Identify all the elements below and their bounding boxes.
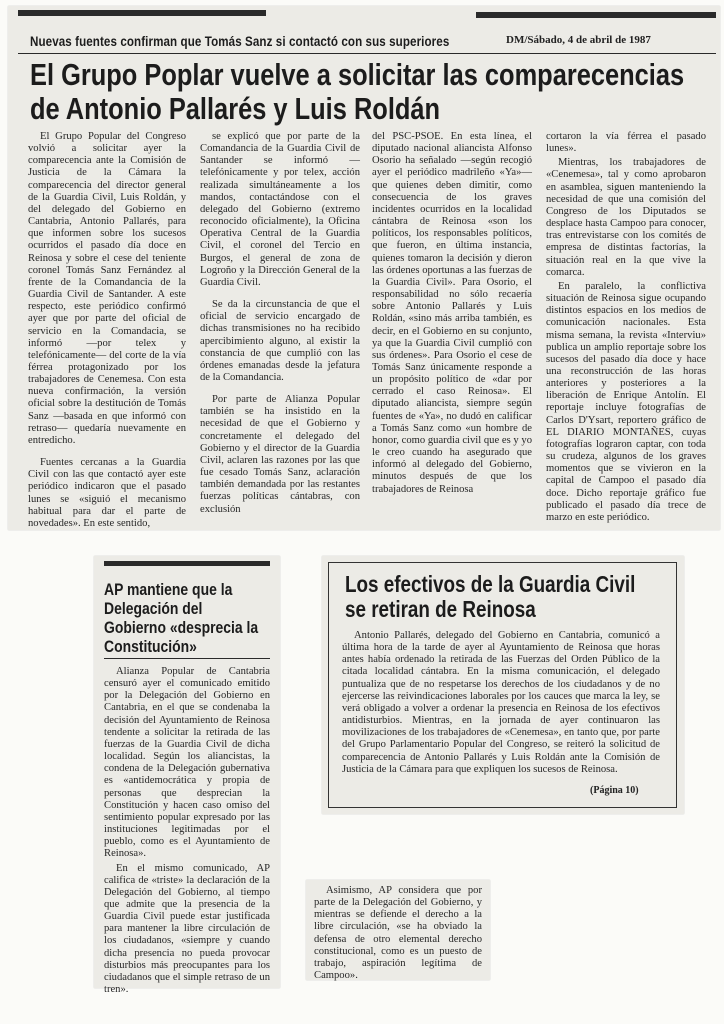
main-column-2 [200, 131, 360, 516]
main-kicker: Nuevas fuentes confirman que Tomás Sanz si contactó con sus superiores [30, 34, 450, 49]
main-col2-para-3: Por parte de Alianza Popular también se ha insistido en la necesidad de que el Gobierno y concretamente el delegado del Gobierno y el director de la Guardia Civil, aclaren las razones por las que fue cesado Tomás Sanz, aclaración también demandada por las restantes fuerzas políticas cántabras, con exclusión [200, 394, 360, 515]
gc-para-1: Antonio Pallarés, delegado del Gobierno en Cantabria, comunicó a última hora de la tarde de ayer al Ayuntamiento de Reinosa que horas antes había ordenado la retirada de las Fuerzas del Orden Público de la citada localidad cántabra. En la misma comunicación, el delegado puntualiza que de no respetarse los derechos de los ciudadanos y de no ejercerse las reivindicaciones laborales por los cauces que marca la ley, se verá obligado a volver a ordenar la presencia en Reinosa de los efectivos antidisturbios. Mientras, en la jornada de ayer continuaron las movilizaciones de los trabajadores de «Cenemesa», en tanto que, por parte del Grupo Parlamentario Popular del Congreso, se reiteró la solicitud de comparecencia de Antonio Pallarés y Luis Roldán ante la Comisión de Justicia de la Cámara para que expliquen los sucesos de Reinosa. [342, 630, 660, 775]
gc-page-reference: (Página 10) [590, 785, 639, 796]
ap-headline-line-4: Constitución» [104, 637, 197, 656]
gc-headline-line-1: Los efectivos de la Guardia Civil [345, 571, 636, 597]
main-column-1 [28, 131, 186, 530]
main-col2-para-2: Se da la circunstancia de que el oficial de servicio encargado de dichas transmisiones no ha recibido apercibimiento alguno, al existir la constancia de que cumplió con las órdenes emanadas desde la jefatura de la Comandancia. [200, 299, 360, 383]
gc-article-body [342, 630, 660, 776]
main-column-4 [546, 131, 706, 524]
main-col3-para-1: del PSC-PSOE. En esta línea, el diputado nacional aliancista Alfonso Osorio ha señalado —según recogió ayer el periódico madrileño «Ya»— que quienes deben dimitir, como consecuencia de los graves incidentes ocurridos en la localidad cántabra de Reinosa «son los políticos, los responsables políticos, que fueron, en última instancia, quienes tomaron la decisión y dieron las órdenes oportunas a las fuerzas de la Guardia Civil». Para Osorio, el responsabilidad no sólo recaería sobre Antonio Pallarés y Luis Roldán, «sino más arriba también, es decir, en el Gobierno en su conjunto, ya que la Guardia Civil cumplió con sus órdenes». Para Osorio el cese de Tomás Sanz únicamente responde a un propósito político de «dar por cerrado el caso Reinosa». El diputado aliancista, siempre según fuentes de «Ya», no dudó en calificar a Tomás Sanz como «un hombre de honor, como guardia civil que es y yo le creo cuando ha asegurado que informó al delegado del Gobierno, minutos después de que los trabajadores de Reinosa [372, 131, 532, 495]
ap-para-2: En el mismo comunicado, AP califica de «triste» la declaración de la Delegación del Gobierno, al tiempo que admite que la presencia de la Guardia Civil puede estar justificada para mantener la libre circulación de los ciudadanos, «siempre y cuando dicha presencia no pueda provocar disturbios más preocupantes para los ciudadanos que el simple retraso de un tren». [104, 862, 270, 996]
ap-continuation-body [314, 885, 482, 982]
ap-headline-line-2: Delegación del [104, 599, 203, 618]
main-col4-para-3: En paralelo, la conflictiva situación de Reinosa sigue ocupando distintos espacios en los medios de comunicación nacionales. Esta misma semana, la revista «Interviu» publica un amplio reportaje sobre los sucesos del pasado día doce y hace una reconstrucción de las horas anteriores y posteriores a la liberación de Enrique Antolín. El reportaje incluye fotografías de Carlos D'Ysart, reportero gráfico de EL DIARIO MONTAÑES, cuyas fotografías lograron captar, con toda su crudeza, algunos de los graves momentos que se vivieron en la capital de Campoo el pasado día doce. Dicho reportaje gráfico fue publicado el pasado día trece de marzo en este periódico. [546, 280, 706, 523]
ap-article-body [104, 666, 270, 996]
kicker-underline [18, 53, 716, 54]
ap-headline-underline [104, 658, 270, 659]
ap-headline-line-1: AP mantiene que la [104, 580, 233, 599]
ap-continuation-para: Asimismo, AP considera que por parte de la Delegación del Gobierno, y mientras se defiende el derecho a la libre circulación, «se ha obviado la defensa de otro elemental derecho constitucional, como es un puesto de trabajo, aspiración legítima de Campoo». [314, 885, 482, 982]
ap-top-rule [104, 561, 270, 566]
main-col2-para-1: se explicó que por parte de la Comandancia de la Guardia Civil de Santander se informó —telefónicamente y por telex, acción realizada simultáneamente a los mandos, contactándose con el delegado del Gobierno (extremo reconocido oficialmente), la Oficina Operativa Central de la Guardia Civil, el coronel del Tercio en Burgos, el general de zona de Logroño y la Dirección General de la Guardia Civil. [200, 131, 360, 288]
dateline: DM/Sábado, 4 de abril de 1987 [506, 34, 651, 46]
top-rule-left [18, 10, 266, 16]
main-col1-para-2: Fuentes cercanas a la Guardia Civil con las que contactó ayer este periódico indicaron que el pasado lunes se «siguió el mecanismo habitual para dar el parte de novedades». En este sentido, [28, 457, 186, 529]
main-col4-para-2: Mientras, los trabajadores de «Cenemesa», tal y como aprobaron en asamblea, siguen manteniendo la necesidad de que una comisión del Congreso de los Diputados se desplace hasta Campoo para conocer, tras entrevistarse con los comités de empresa de distintas factorías, la situación real en la que vive la comarca. [546, 157, 706, 278]
main-headline-line-1: El Grupo Poplar vuelve a solicitar las comparecencias [30, 57, 685, 92]
ap-headline-line-3: Gobierno «desprecia la [104, 618, 259, 637]
main-column-3 [372, 131, 532, 496]
top-rule-right [476, 12, 716, 18]
main-headline-line-2: de Antonio Pallarés y Luis Roldán [30, 91, 441, 126]
main-col4-para-1: cortaron la vía férrea el pasado lunes». [546, 131, 706, 155]
gc-headline-line-2: se retiran de Reinosa [345, 596, 536, 622]
ap-para-1: Alianza Popular de Cantabria censuró ayer el comunicado emitido por la Delegación del Gobierno en Cantabria, en el que se condenaba la decisión del Ayuntamiento de Reinosa tendente a solicitar la retirada de las fuerzas de la Guardia Civil de dicha localidad. Según los aliancistas, la condena de la Delegación gubernativa es «antidemocrática y propia de personas que desprecian la Constitución y hacen caso omiso del sentimiento popular expresado por las instituciones legitimadas por el pueblo, como es el Ayuntamiento de Reinosa». [104, 666, 270, 860]
main-col1-para-1: El Grupo Popular del Congreso volvió a solicitar ayer la comparecencia ante la Comisión de Justicia de la Cámara la comparecencia del director general de la Guardia Civil, Luis Roldán, y del delegado del Gobierno en Cantabria, Antonio Pallarés, para que informen sobre los sucesos ocurridos el pasado día doce en Reinosa y sobre el cese del teniente coronel Tomás Sanz Fernández al frente de la Comandancia de la Guardia Civil de Santander. A este respecto, este periódico confirmó ayer que por parte del oficial de servicio en la Comandacia, se informó —por telex y telefónicamente— del corte de la vía férrea protagonizado por los trabajadores de Cenemesa. Con esta nueva confirmación, la versión oficial sobre la destitución de Tomás Sanz —basada en que informó con retraso— quedaría nuevamente en entredicho. [28, 131, 186, 446]
